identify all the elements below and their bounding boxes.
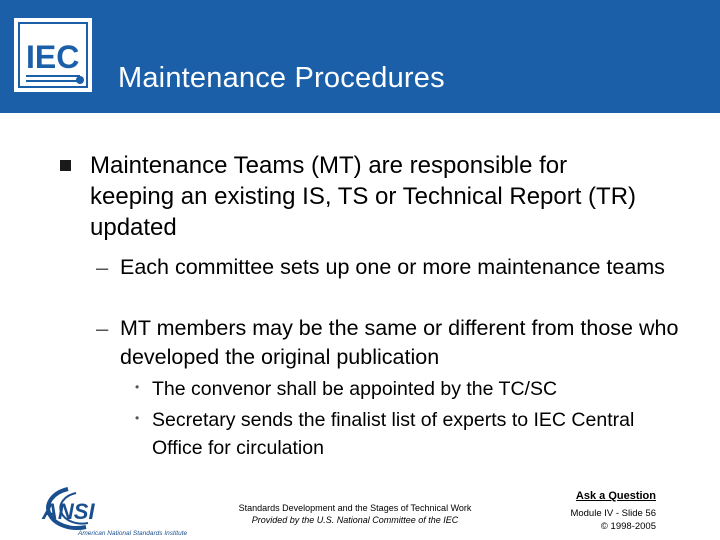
footer-line-2: Provided by the U.S. National Committee of the IEC <box>251 515 459 525</box>
svg-text:American National Standards In: American National Standards Institute <box>78 530 188 537</box>
slide-info <box>548 507 656 533</box>
svg-text:IEC: IEC <box>26 39 80 75</box>
dot-icon: • <box>135 411 140 425</box>
iec-logo-icon <box>20 24 90 90</box>
footer-center-text <box>200 502 510 526</box>
main-bullet-text: Maintenance Teams (MT) are responsible for keeping an existing IS, TS or Technical Report (TR) updated <box>90 152 637 241</box>
svg-text:ANSI: ANSI <box>42 499 95 524</box>
ansi-logo-icon <box>28 483 198 537</box>
sub-sub-bullet-text: The convenor shall be appointed by the TC/SC <box>152 378 558 400</box>
header-bar <box>0 0 720 113</box>
dash-icon: – <box>96 255 109 280</box>
slide-number: Module IV - Slide 56 <box>570 508 656 519</box>
bullet-square-icon <box>60 160 71 171</box>
dash-icon: – <box>96 316 109 341</box>
dot-icon: • <box>135 380 140 394</box>
page-title: Maintenance Procedures <box>118 62 445 94</box>
copyright-text: © 1998-2005 <box>600 521 656 532</box>
sub-bullet-text: MT members may be the same or different from those who developed the original publication <box>120 316 679 369</box>
sub-bullet-text: Each committee sets up one or more maintenance teams <box>120 255 665 279</box>
footer-line-1: Standards Development and the Stages of Technical Work <box>238 503 472 513</box>
iec-logo <box>14 18 92 92</box>
ask-question-link[interactable]: Ask a Question <box>575 490 656 502</box>
sub-sub-bullet-text: Secretary sends the finalist list of experts to IEC Central Office for circulation <box>152 409 635 459</box>
ansi-logo <box>28 483 198 537</box>
